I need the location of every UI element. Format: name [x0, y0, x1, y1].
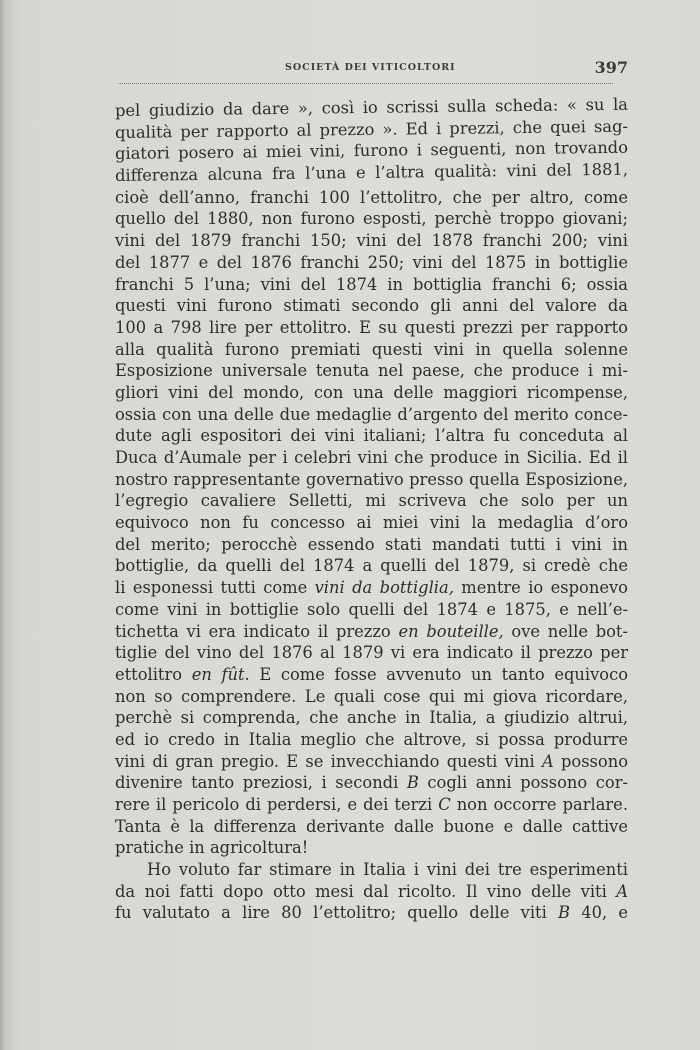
text-line [115, 447, 628, 469]
page-header [115, 58, 628, 80]
text-line [115, 534, 628, 556]
text-segment: equivoco non fu concesso ai miei vini la medaglia d’oro [115, 513, 628, 533]
text-segment: ossia con una delle due medaglie d’argento del merito conce- [115, 404, 628, 424]
text-segment: fu valutato a lire 80 l’ettolitro; quello delle viti [115, 903, 559, 923]
text-line [115, 252, 628, 274]
text-line [115, 404, 628, 426]
text-segment: alla qualità furono premiati questi vini in quella solenne [115, 339, 628, 359]
text-segment: tichetta vi era indicato il prezzo [115, 621, 399, 641]
text-line [115, 295, 628, 317]
text-segment: da noi fatti dopo otto mesi dal ricolto. Il vino delle viti [115, 881, 617, 901]
text-segment: ove nelle bot- [503, 621, 628, 641]
text-line [115, 664, 628, 686]
text-segment: vini di gran pregio. E se invecchiando questi vini [115, 751, 542, 771]
text-segment: qualità per rapporto al prezzo ». Ed i prezzi, che quei sag- [114, 116, 629, 142]
text-segment: rere il pericolo di perdersi, e dei terzi [115, 795, 439, 814]
text-segment: giatori posero ai miei vini, furono i seguenti, non trovando [114, 138, 629, 164]
text-segment: mentre io esponevo [453, 578, 628, 598]
text-line [115, 187, 628, 209]
text-segment: quello del 1880, non furono esposti, perchè troppo giovani; [115, 209, 628, 229]
text-segment: li esponessi tutti come [115, 578, 315, 598]
italic-text: A [616, 881, 628, 901]
text-segment: ed io credo in Italia meglio che altrove, si possa produrre [115, 729, 628, 749]
text-segment: cogli anni possono cor- [418, 773, 628, 793]
text-segment: perchè si comprenda, che anche in Italia, a giudizio altrui, [115, 708, 628, 728]
text-line [115, 230, 628, 252]
text-line [115, 772, 628, 794]
text-segment: del merito; perocchè essendo stati mandati tutti i vini in [115, 534, 628, 554]
text-line [115, 599, 628, 621]
text-segment: cioè dell’anno, franchi 100 l’ettolitro, che per altro, come [115, 187, 628, 207]
text-segment: nostro rappresentante governativo presso quella Esposizione, [115, 469, 628, 489]
text-line [115, 902, 628, 924]
text-line [115, 469, 628, 491]
text-line [115, 382, 628, 404]
header-rule [118, 83, 613, 84]
text-segment: gliori vini del mondo, con una delle maggiori ricompense, [115, 382, 628, 402]
text-line [115, 555, 628, 577]
text-segment: possono [553, 751, 629, 771]
italic-text: C [438, 795, 451, 814]
text-line [115, 274, 628, 296]
text-segment: Esposizione universale tenuta nel paese, che produce i mi- [115, 361, 628, 381]
text-segment: come vini in bottiglie solo quelli del 1874 e 1875, e nell’e- [115, 599, 628, 619]
running-title: SOCIETÀ DEI VITICOLTORI [285, 62, 456, 73]
italic-text: A [541, 751, 554, 771]
text-line [115, 837, 628, 859]
text-segment: ettolitro [115, 664, 192, 684]
text-segment: bottiglie, da quelli del 1874 a quelli del 1879, si credè che [115, 556, 628, 576]
text-line [115, 881, 628, 903]
text-line [115, 859, 628, 881]
text-line [115, 317, 628, 339]
text-line [115, 729, 628, 751]
text-line [115, 816, 628, 838]
text-segment: tiglie del vino del 1876 al 1879 vi era indicato il prezzo per [115, 643, 628, 663]
text-segment: . E come fosse avvenuto un tanto equivoco [244, 664, 628, 684]
text-line [115, 512, 628, 534]
italic-text: B [406, 773, 419, 793]
text-line [115, 490, 628, 512]
text-segment: franchi 5 l’una; vini del 1874 in bottiglia franchi 6; ossia [115, 274, 628, 294]
text-line [115, 360, 628, 382]
text-segment: pel giudizio da dare », così io scrissi sulla scheda: « su la [114, 94, 629, 120]
text-segment: 100 a 798 lire per ettolitro. E su questi prezzi per rapporto [115, 317, 628, 337]
italic-text: en bouteille, [398, 621, 504, 641]
text-segment: non occorre parlare. [450, 795, 628, 814]
text-line [115, 208, 628, 230]
text-line [115, 707, 628, 729]
text-segment: pratiche in agricoltura! [115, 838, 309, 858]
text-segment: vini del 1879 franchi 150; vini del 1878 franchi 200; vini [115, 231, 628, 251]
text-segment: l’egregio cavaliere Selletti, mi scriveva che solo per un [115, 491, 628, 511]
text-line [115, 621, 628, 643]
text-segment: differenza alcuna fra l’una e l’altra qualità: vini del 1881, [114, 159, 629, 186]
italic-text: en fût [191, 664, 245, 684]
text-segment: 40, e [570, 903, 628, 923]
text-segment: non so comprendere. Le quali cose qui mi giova ricordare, [115, 686, 628, 706]
text-segment: questi vini furono stimati secondo gli anni del valore da [115, 296, 628, 316]
text-segment: divenire tanto preziosi, i secondi [115, 773, 407, 793]
italic-text: B [558, 903, 570, 923]
body-text [114, 94, 629, 924]
text-segment: Duca d’Aumale per i celebri vini che produce in Sicilia. Ed il [115, 448, 628, 467]
text-segment: dute agli espositori dei vini italiani; l’altra fu conceduta al [115, 426, 628, 446]
text-line [115, 425, 628, 447]
text-segment: Tanta è la differenza derivante dalle buone e dalle cattive [115, 816, 628, 836]
text-line [115, 686, 628, 708]
text-line [115, 577, 628, 599]
text-line [115, 642, 628, 664]
page-number: 397 [594, 58, 628, 77]
text-line [115, 751, 628, 773]
text-line [115, 339, 628, 361]
italic-text: vini da bottiglia, [314, 578, 454, 598]
text-segment: del 1877 e del 1876 franchi 250; vini del 1875 in bottiglie [115, 252, 628, 272]
text-segment: Ho voluto far stimare in Italia i vini dei tre esperimenti [147, 860, 628, 880]
text-line [115, 794, 628, 816]
